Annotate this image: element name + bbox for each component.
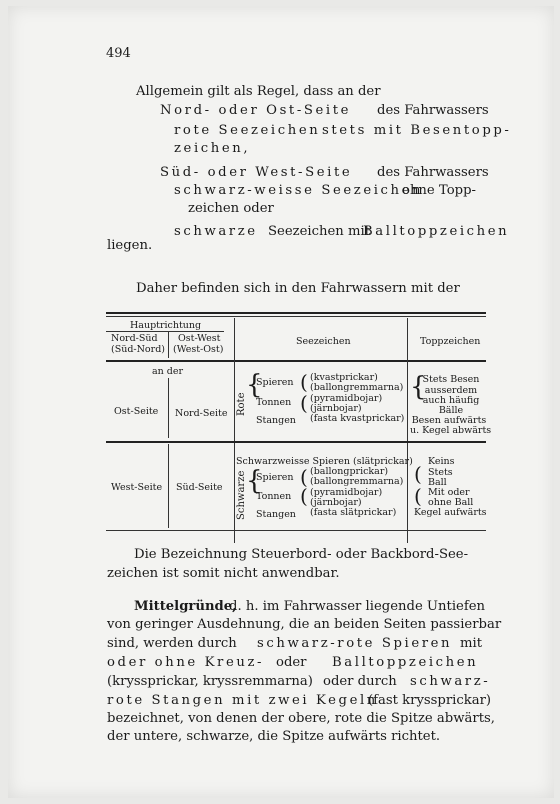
text-line: bezeichnet, von denen der obere, rote die Spitze abwärts, — [107, 711, 495, 726]
text-line: zeichen oder — [188, 201, 274, 216]
text-line: der untere, schwarze, die Spitze aufwärts richtet. — [107, 729, 441, 744]
row2-swedish-term: (ballongprickar) — [310, 466, 389, 477]
table-rule-row — [106, 441, 486, 443]
row1-type: Stangen — [256, 415, 296, 426]
row1-side-b: Nord-Seite — [175, 408, 228, 419]
text-line: d. h. im Fahrwasser liegende Untiefen — [229, 599, 486, 614]
row1-topmark: u. Kegel abwärts — [410, 425, 492, 436]
paren: ( — [414, 462, 422, 486]
row2-color-label: Schwarze — [236, 470, 247, 520]
row2-topmark: Keins — [428, 456, 455, 467]
text-line: liegen. — [107, 238, 153, 253]
column-divider — [234, 318, 235, 543]
table-rule-header — [106, 360, 486, 362]
row1-type: Spieren — [256, 377, 294, 388]
paren: ( — [300, 465, 308, 489]
row1-color-label: Rote — [236, 392, 247, 416]
table-rule-bottom — [106, 530, 486, 531]
text-line: Seezeichen mit — [268, 224, 371, 239]
text-line: Süd- oder West-Seite — [160, 165, 353, 180]
text-line: des Fahrwassers — [377, 165, 489, 180]
row1-topmark: Bälle — [438, 405, 464, 416]
row1-topmark: Stets Besen — [422, 374, 480, 385]
table-rule-top — [106, 312, 486, 314]
section-heading: Mittelgründe, — [134, 599, 237, 614]
brace: { — [246, 466, 263, 496]
paren: ( — [300, 484, 308, 508]
header-seezeichen: Seezeichen — [296, 336, 351, 347]
table-rule — [106, 331, 224, 332]
brace: { — [246, 370, 263, 400]
text-line: oder ohne Kreuz- — [107, 655, 265, 670]
row2-top-line: Schwarzweisse Spieren (slätprickar) — [236, 456, 413, 467]
text-line: Nord- oder Ost-Seite — [160, 103, 352, 118]
text-line: Daher befinden sich in den Fahrwassern mit der — [136, 281, 460, 296]
row2-topmark: Kegel aufwärts — [414, 507, 487, 518]
text-line: Die Bezeichnung Steuerbord- oder Backbord-See- — [134, 547, 469, 562]
header-westost: (West-Ost) — [173, 344, 224, 355]
row1-swedish-term: (fasta kvastprickar) — [310, 413, 405, 424]
column-divider — [168, 332, 169, 358]
row2-topmark: ohne Ball — [428, 497, 474, 508]
row2-type: Tonnen — [256, 491, 292, 502]
row1-swedish-term: (kvastprickar) — [310, 372, 378, 383]
header-suednord: (Süd-Nord) — [111, 344, 165, 355]
row2-topmark: Stets — [428, 467, 453, 478]
text-line: rote Seezeichen — [174, 123, 321, 138]
text-line: zeichen, — [174, 141, 251, 156]
table-rule — [106, 316, 486, 317]
text-line: schwarze — [174, 224, 258, 239]
text-line: Balltoppzeichen — [363, 224, 510, 239]
row2-swedish-term: (fasta slätprickar) — [310, 507, 397, 518]
text-line: schwarz- — [410, 674, 491, 689]
row1-swedish-term: (pyramidbojar) — [310, 393, 383, 404]
row2-type: Stangen — [256, 509, 296, 520]
row2-topmark: Mit oder — [428, 487, 470, 498]
text-line: (kryssprickar, kryssremmarna) — [107, 674, 313, 689]
text-line: ohne Topp- — [402, 183, 476, 198]
text-line: zeichen ist somit nicht anwendbar. — [107, 566, 340, 581]
text-line: oder — [276, 655, 307, 670]
text-line: (fast kryssprickar) — [368, 693, 492, 708]
row1-side-a: Ost-Seite — [114, 406, 159, 417]
header-toppzeichen: Toppzeichen — [420, 336, 481, 347]
row2-type: Spieren — [256, 472, 294, 483]
text-line: stets mit Besentopp- — [322, 123, 512, 138]
row2-side-a: West-Seite — [111, 482, 163, 493]
text-line: Allgemein gilt als Regel, dass an der — [136, 84, 381, 99]
column-divider — [168, 378, 169, 438]
row1-type: Tonnen — [256, 397, 292, 408]
paren: ( — [300, 370, 308, 394]
brace: { — [410, 372, 427, 402]
text-line: von geringer Ausdehnung, die an beiden Seiten passierbar — [107, 617, 502, 632]
column-divider — [407, 318, 408, 543]
text-line: schwarz-rote Spieren — [257, 636, 453, 651]
row2-side-b: Süd-Seite — [176, 482, 223, 493]
row2-topmark: Ball — [428, 477, 447, 488]
page-number: 494 — [106, 46, 131, 61]
row2-swedish-term: (järnbojar) — [310, 497, 362, 508]
text-line: schwarz-weisse Seezeichen — [174, 183, 424, 198]
label-an-der: an der — [152, 366, 184, 377]
row2-swedish-term: (pyramidbojar) — [310, 487, 383, 498]
header-ostwest: Ost-West — [178, 333, 221, 344]
row1-topmark: ausserdem — [424, 385, 478, 396]
row1-topmark: auch häufig — [422, 395, 480, 406]
row1-swedish-term: (ballongremmarna) — [310, 382, 404, 393]
text-line: oder durch — [323, 674, 397, 689]
header-nordsued: Nord-Süd — [111, 333, 158, 344]
text-line: rote Stangen mit zwei Kegeln — [107, 693, 378, 708]
text-line: sind, werden durch — [107, 636, 237, 651]
row2-swedish-term: (ballongremmarna) — [310, 476, 404, 487]
row1-topmark: Besen aufwärts — [411, 415, 487, 426]
text-line: des Fahrwassers — [377, 103, 489, 118]
text-line: Balltoppzeichen — [332, 655, 479, 670]
row1-swedish-term: (järnbojar) — [310, 403, 362, 414]
paren: ( — [414, 484, 422, 508]
text-line: mit — [460, 636, 483, 651]
paren: ( — [300, 391, 308, 415]
header-hauptrichtung: Hauptrichtung — [130, 320, 202, 331]
column-divider — [168, 444, 169, 528]
